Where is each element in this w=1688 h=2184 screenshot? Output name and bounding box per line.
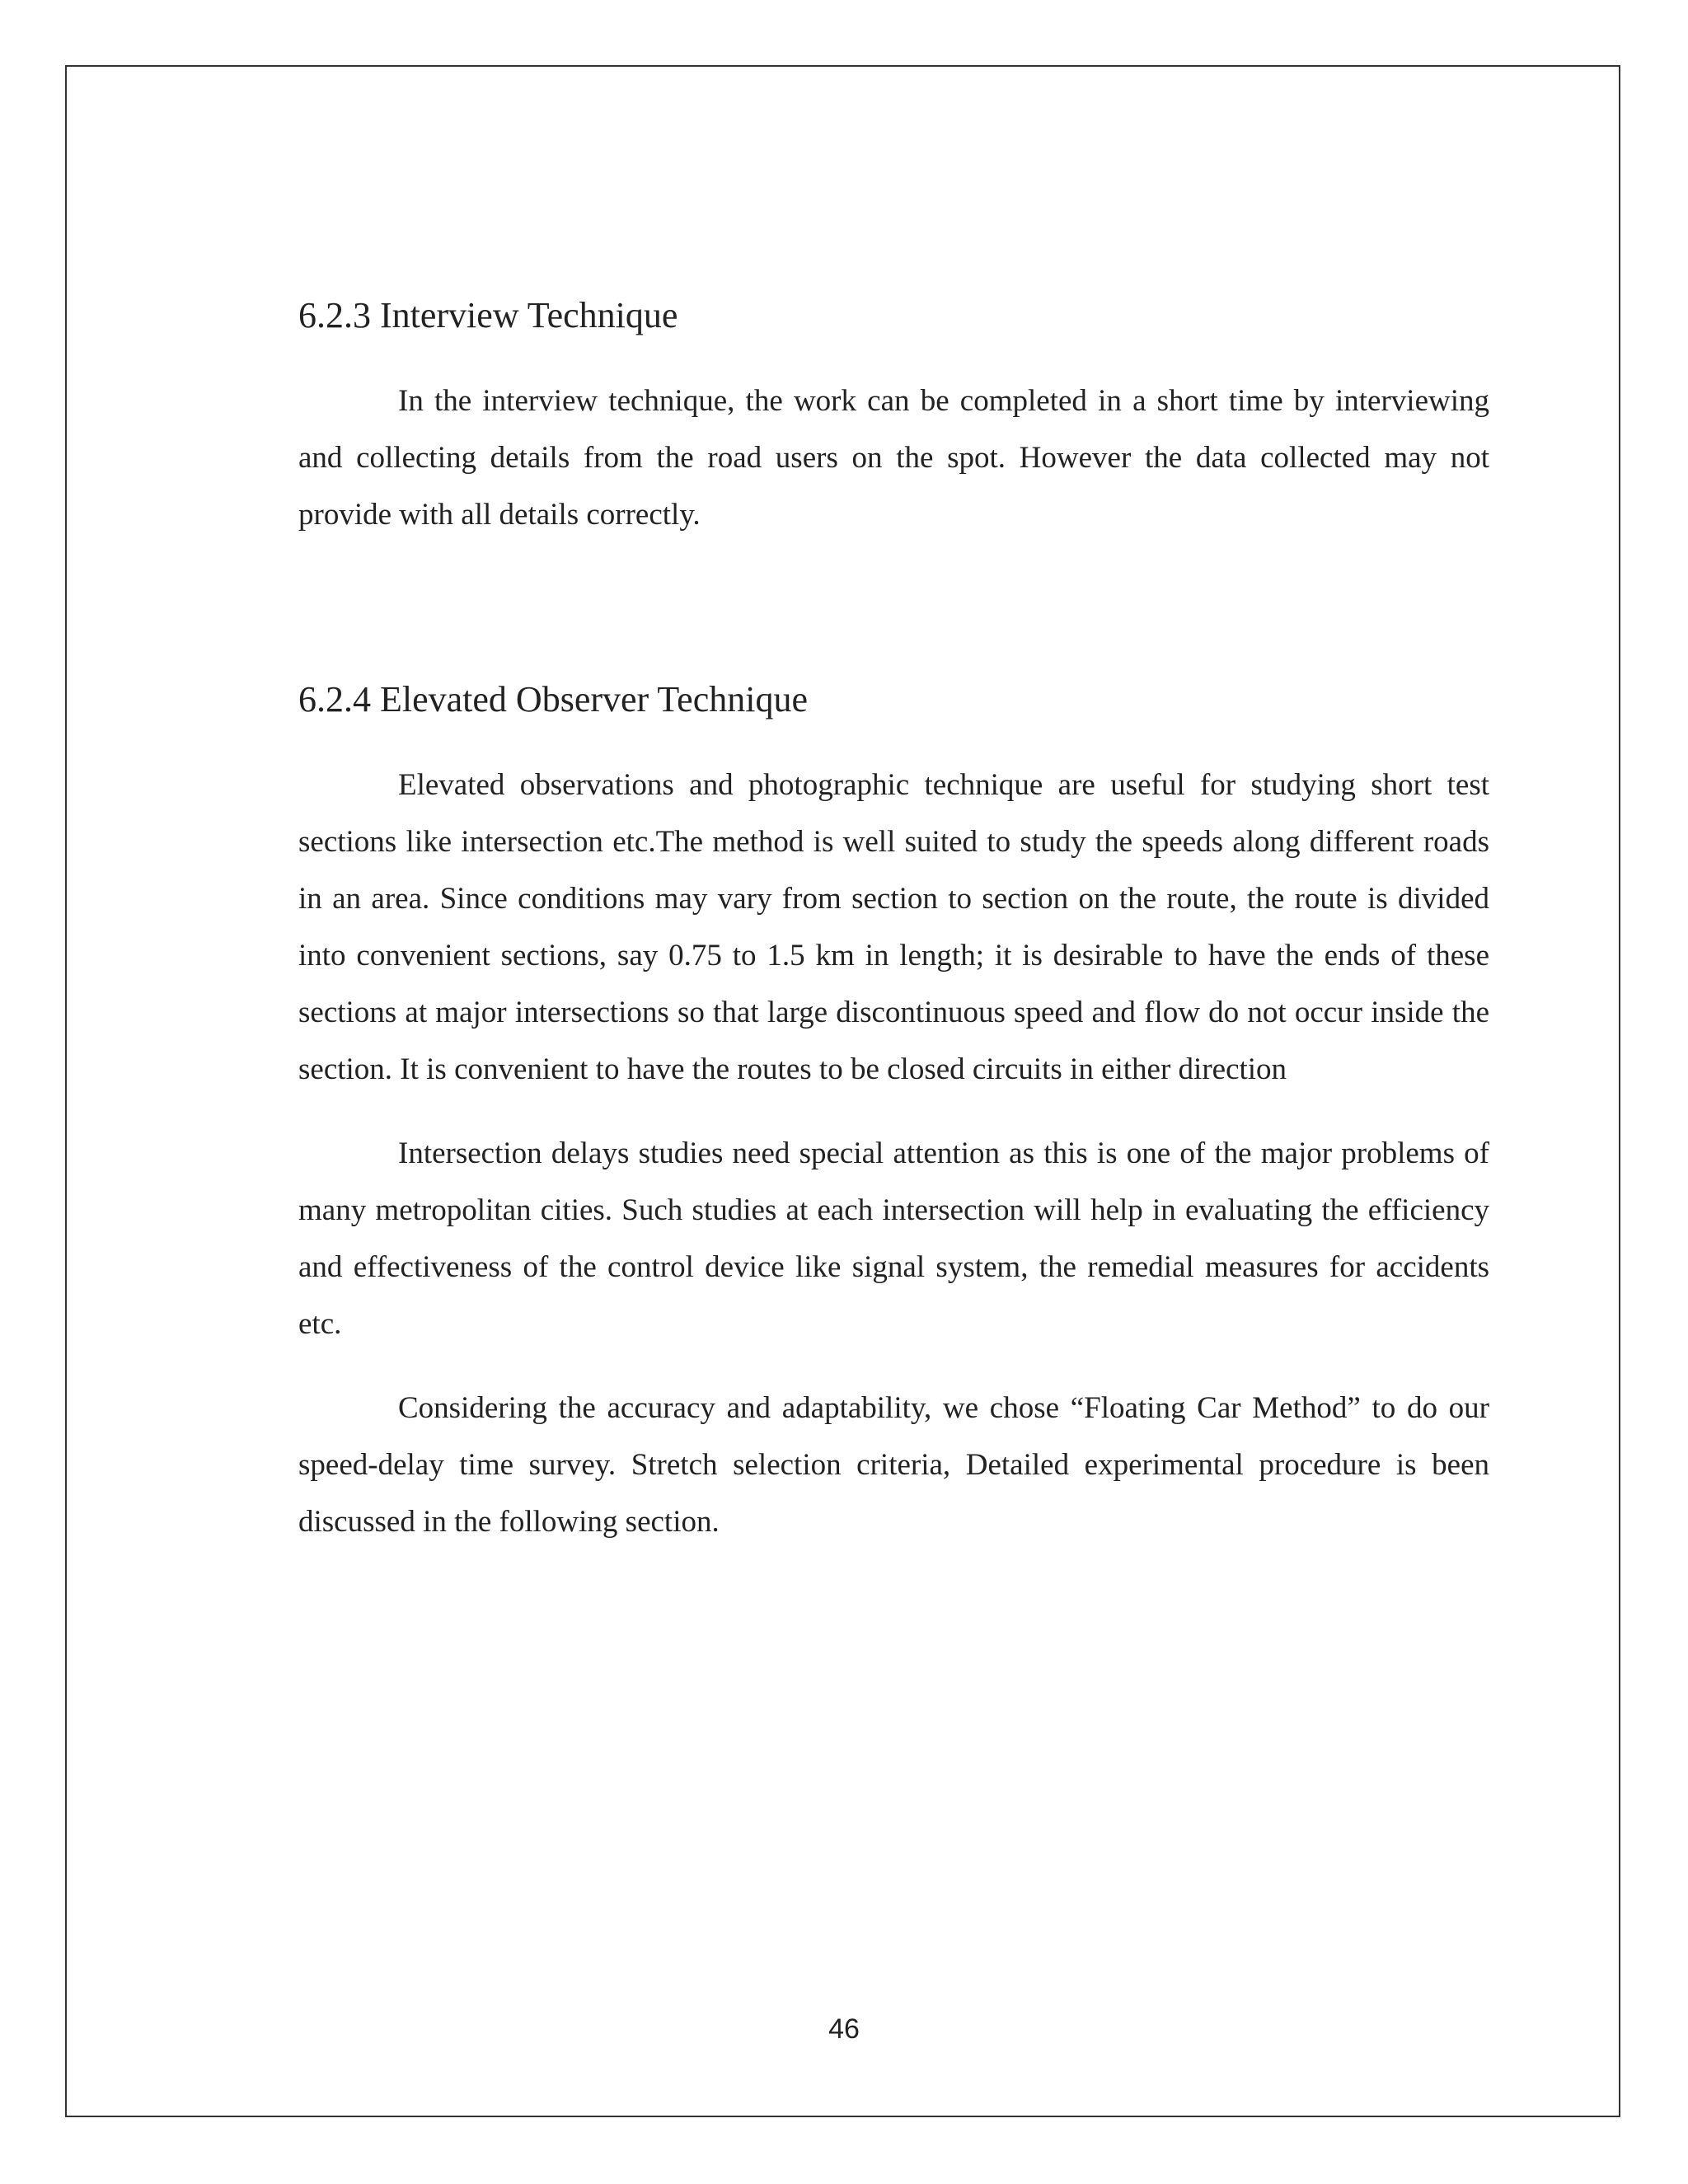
paragraph-floating-car-method: Considering the accuracy and adaptability, we chose “Floating Car Method” to do our speed-delay time survey. Stretch selection criteria, Detailed experimental procedure is been discussed in the following section. <box>298 1390 1489 1539</box>
paragraph-elevated-observations: Elevated observations and photographic technique are useful for studying short test sections like intersection etc.The method is well suited to study the speeds along different roads in an area. Since conditions may vary from section to section on the route, the route is divided into convenient sections, say 0.75 to 1.5 km in length; it is desirable to have the ends of these sections at major intersections so that large discontinuous speed and flow do not occur inside the section. It is convenient to have the routes to be closed circuits in either direction <box>298 767 1489 1086</box>
page-number: 46 <box>828 2013 860 2045</box>
page-content <box>298 284 1489 1550</box>
paragraph-intersection-delays: Intersection delays studies need special attention as this is one of the major problems of many metropolitan cities. Such studies at each intersection will help in evaluating the efficiency and effectiveness of the control device like signal system, the remedial measures for accidents etc. <box>298 1136 1489 1341</box>
section-heading-interview-technique: 6.2.3 Interview Technique <box>298 295 678 335</box>
section-heading-elevated-observer-technique: 6.2.4 Elevated Observer Technique <box>298 678 808 719</box>
paragraph-interview-technique: In the interview technique, the work can be completed in a short time by interviewing and collecting details from the road users on the spot. However the data collected may not provide with all details correctly. <box>298 383 1489 532</box>
